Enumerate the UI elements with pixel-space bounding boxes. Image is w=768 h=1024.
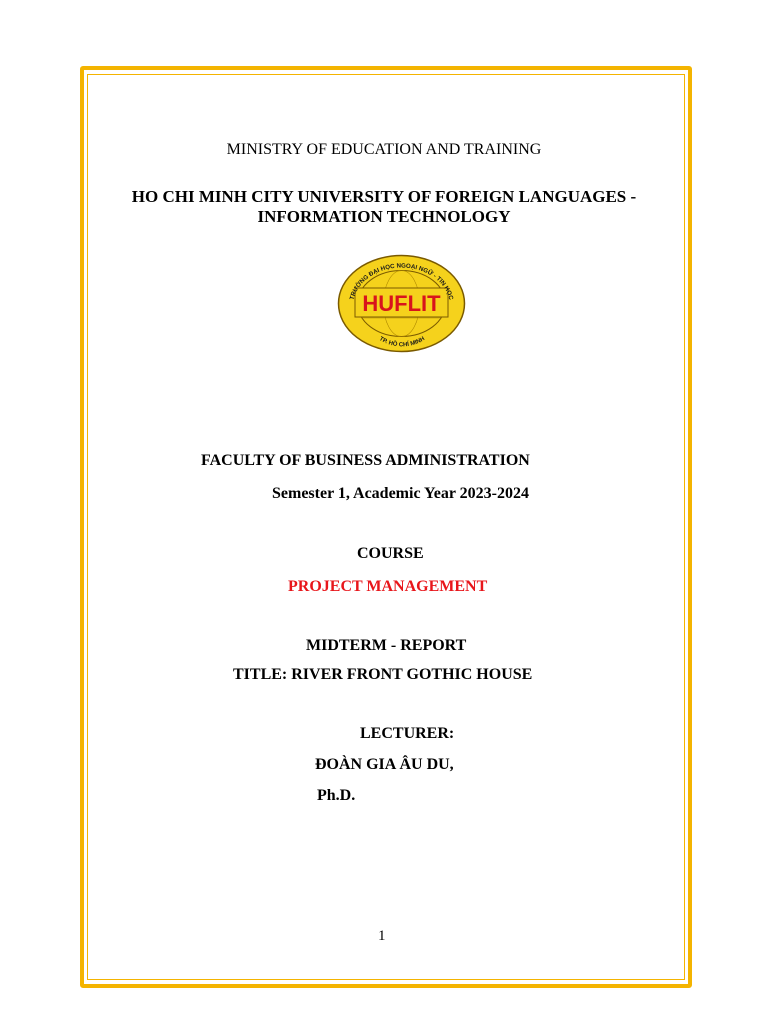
page-number: 1 xyxy=(378,928,386,944)
huflit-logo xyxy=(337,254,466,353)
university-name-line2: INFORMATION TECHNOLOGY xyxy=(257,207,511,226)
lecturer-name: ĐOÀN GIA ÂU DU, xyxy=(315,756,454,773)
lecturer-degree: Ph.D. xyxy=(317,787,356,804)
course-name: PROJECT MANAGEMENT xyxy=(288,578,488,595)
university-name-line1: HO CHI MINH CITY UNIVERSITY OF FOREIGN LANGUAGES - xyxy=(131,187,637,206)
logo-ring-text-bottom: TP. HỒ CHÍ MINH xyxy=(377,336,427,349)
course-label: COURSE xyxy=(357,545,424,562)
logo-ring-text-top: TRƯỜNG ĐẠI HỌC NGOẠI NGỮ - TIN HỌC xyxy=(348,262,455,301)
ministry-title: MINISTRY OF EDUCATION AND TRAINING xyxy=(226,141,542,158)
report-title: TITLE: RIVER FRONT GOTHIC HOUSE xyxy=(233,666,533,683)
lecturer-label: LECTURER: xyxy=(360,725,455,742)
logo-wordmark: HUFLIT xyxy=(362,291,441,316)
report-type: MIDTERM - REPORT xyxy=(306,637,467,654)
faculty-name: FACULTY OF BUSINESS ADMINISTRATION xyxy=(201,452,530,469)
semester-info: Semester 1, Academic Year 2023-2024 xyxy=(272,485,529,502)
